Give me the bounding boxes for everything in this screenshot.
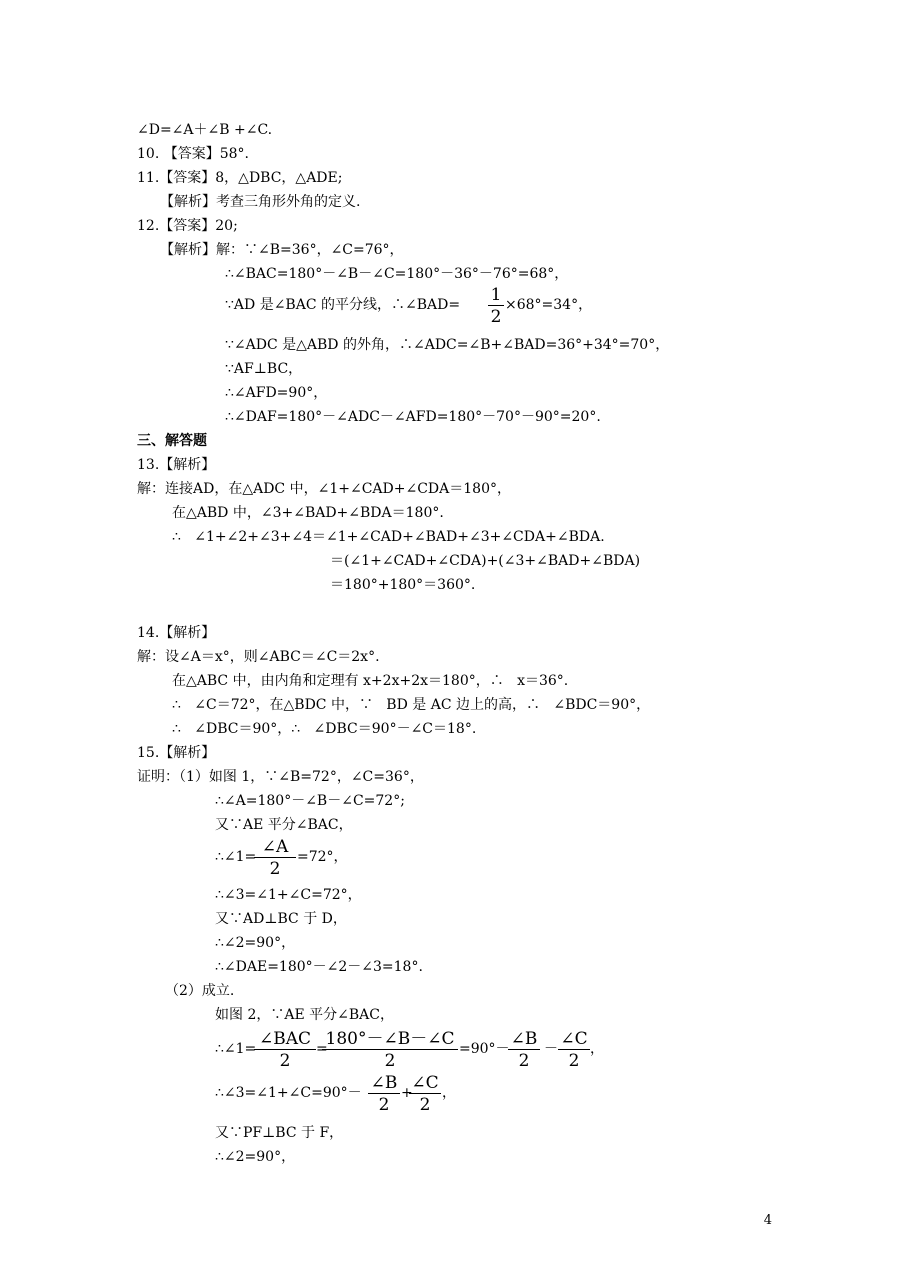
text-line: 证明：（1）如图 1，∵∠B=72°，∠C=36°， [137, 769, 424, 785]
text-line: （2）成立. [165, 983, 235, 999]
fraction-denominator: 2 [518, 1051, 530, 1071]
fraction-half [488, 286, 504, 326]
fraction-bar [254, 857, 296, 858]
fraction-numerator: ∠BAC [258, 1029, 312, 1049]
text-line: ∠D=∠A＋∠B +∠C. [137, 122, 273, 138]
fraction-bar [368, 1093, 400, 1094]
text-line: ∴∠3=∠1+∠C=90°－ [215, 1085, 362, 1101]
fraction-a-over-2 [254, 838, 296, 878]
fraction-numerator: ∠C [560, 1029, 588, 1049]
fraction-denominator: 2 [279, 1051, 291, 1071]
question-heading-13: 13.【解析】 [137, 457, 216, 473]
fraction-bar [322, 1049, 458, 1050]
section-title: 三、解答题 [137, 433, 207, 449]
text-line: ∴∠DAE=180°－∠2－∠3=18°. [215, 959, 423, 975]
text-line: ×68°=34°， [505, 297, 593, 313]
fraction-bar [508, 1049, 540, 1050]
text-line: ∴ ∠1+∠2+∠3+∠4＝∠1+∠CAD+∠BAD+∠3+∠CDA+∠BDA. [172, 529, 605, 545]
fraction-bar [488, 305, 504, 306]
text-line: = [316, 1041, 328, 1057]
text-line: =72°， [297, 849, 348, 865]
text-line: =90°－ [459, 1041, 510, 1057]
fraction-denominator: 2 [419, 1095, 431, 1115]
text-line: 在△ABC 中，由内角和定理有 x+2x+2x＝180°，∴ x＝36°. [172, 673, 569, 689]
analysis-line: 【解析】考查三角形外角的定义. [160, 194, 361, 210]
text-line: ∴∠2=90°， [215, 935, 296, 951]
fraction-numerator: 1 [490, 285, 502, 305]
answer-line-12: 12.【答案】20; [137, 218, 238, 234]
question-heading-14: 14.【解析】 [137, 625, 216, 641]
fraction-denominator: 2 [378, 1095, 390, 1115]
text-line: ∴∠BAC=180°－∠B－∠C=180°－36°－76°=68°， [225, 266, 569, 282]
text-line: ∴∠3=∠1+∠C=72°， [215, 887, 362, 903]
text-line: 解：连接AD，在△ADC 中，∠1+∠CAD+∠CDA＝180°， [137, 481, 511, 497]
fraction-bac-over-2 [254, 1030, 316, 1070]
text-line: ， [442, 1085, 456, 1101]
answer-line-11: 11.【答案】8，△DBC，△ADE; [137, 170, 343, 186]
text-line: ∴∠1= [215, 849, 257, 865]
text-line: ∴∠AFD=90°， [225, 385, 328, 401]
fraction-c-over-2 [558, 1030, 590, 1070]
text-line: ∴∠DAF=180°－∠ADC－∠AFD=180°－70°－90°=20°. [225, 409, 601, 425]
text-line: ， [590, 1041, 604, 1057]
fraction-numerator: 180°－∠B－∠C [325, 1029, 455, 1049]
text-line: ∴ ∠DBC＝90°，∴ ∠DBC＝90°－∠C＝18°. [172, 721, 477, 737]
fraction-bar [409, 1093, 441, 1094]
fraction-denominator: 2 [490, 307, 502, 327]
text-line: ∵AD 是∠BAC 的平分线，∴∠BAD= [225, 297, 461, 313]
text-line: ∵AF⊥BC， [225, 361, 303, 377]
fraction-numerator: ∠A [261, 837, 289, 857]
analysis-line: 【解析】解：∵∠B=36°，∠C=76°， [160, 242, 404, 258]
fraction-sum-over-2 [322, 1030, 458, 1070]
text-line: 又∵AD⊥BC 于 D， [215, 911, 347, 927]
fraction-numerator: ∠C [411, 1073, 439, 1093]
text-line: 在△ABD 中，∠3+∠BAD+∠BDA＝180°. [172, 505, 444, 521]
question-heading-15: 15.【解析】 [137, 745, 216, 761]
page-number: 4 [763, 1213, 772, 1228]
text-line: 解：设∠A＝x°，则∠ABC＝∠C＝2x°. [137, 649, 380, 665]
fraction-denominator: 2 [269, 859, 281, 879]
fraction-denominator: 2 [568, 1051, 580, 1071]
text-line: 又∵AE 平分∠BAC， [215, 817, 353, 833]
fraction-bar [558, 1049, 590, 1050]
fraction-bar [254, 1049, 316, 1050]
text-line: ∴∠A=180°－∠B－∠C=72°; [215, 793, 405, 809]
text-line: 又∵PF⊥BC 于 F， [215, 1125, 344, 1141]
text-line: ∵∠ADC 是△ABD 的外角，∴∠ADC=∠B+∠BAD=36°+34°=70°， [225, 337, 670, 353]
text-line: － [544, 1041, 558, 1057]
text-line: ∴ ∠C＝72°，在△BDC 中，∵ BD 是 AC 边上的高，∴ ∠BDC＝90°， [172, 697, 651, 713]
text-line: ∴∠2=90°， [215, 1149, 296, 1165]
fraction-b-over-2 [368, 1074, 400, 1114]
answer-line-10: 10. 【答案】58°. [137, 146, 249, 162]
text-line: ＝180°+180°＝360°. [330, 577, 476, 593]
text-line: 如图 2，∵AE 平分∠BAC， [215, 1007, 394, 1023]
fraction-c-over-2 [409, 1074, 441, 1114]
text-line: ∴∠1= [215, 1041, 257, 1057]
fraction-denominator: 2 [384, 1051, 396, 1071]
fraction-numerator: ∠B [370, 1073, 398, 1093]
fraction-b-over-2 [508, 1030, 540, 1070]
fraction-numerator: ∠B [510, 1029, 538, 1049]
text-line: ＝(∠1+∠CAD+∠CDA)+(∠3+∠BAD+∠BDA) [330, 553, 641, 569]
text-line: + [401, 1085, 413, 1101]
